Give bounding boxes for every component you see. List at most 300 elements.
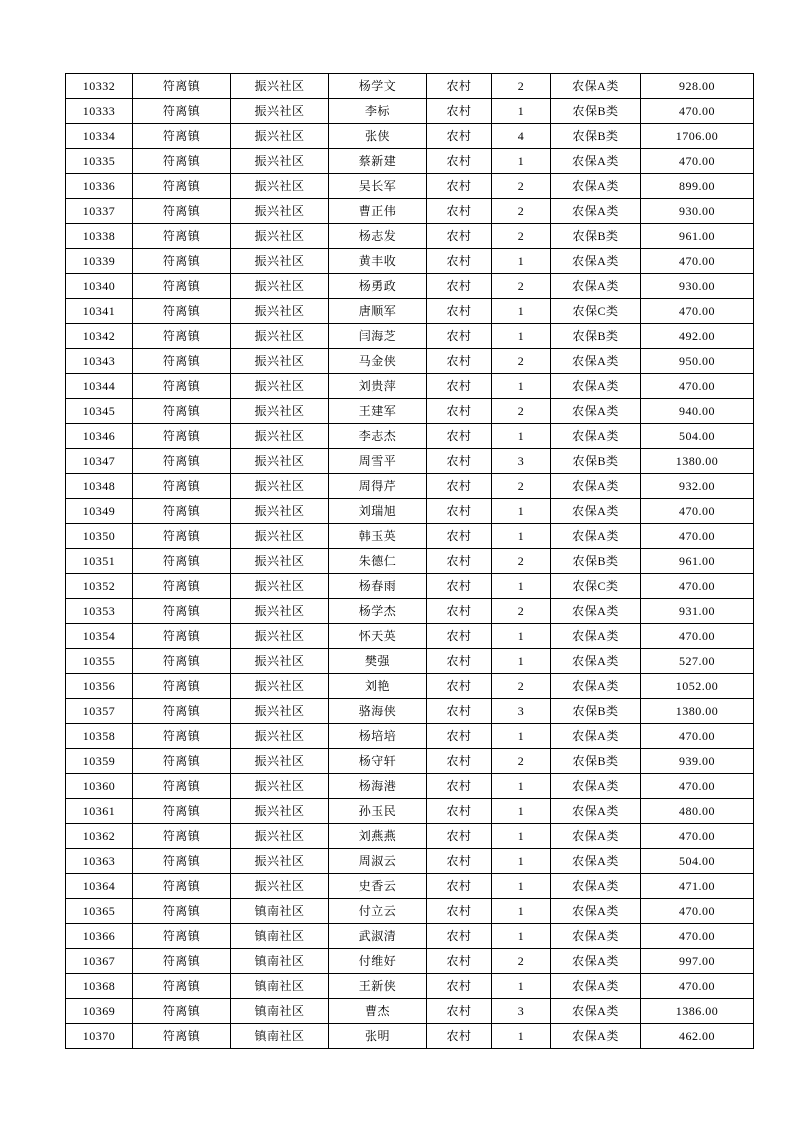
insurance-category-cell: 农保A类 — [551, 274, 641, 299]
person-count-cell: 3 — [492, 699, 551, 724]
amount-cell: 470.00 — [641, 774, 754, 799]
person-count-cell: 1 — [492, 149, 551, 174]
community-name-cell: 振兴社区 — [231, 474, 329, 499]
table-row — [66, 699, 754, 724]
person-name-cell: 付维好 — [329, 949, 427, 974]
insurance-category-cell: 农保A类 — [551, 899, 641, 924]
amount-cell: 997.00 — [641, 949, 754, 974]
insurance-category-cell: 农保A类 — [551, 149, 641, 174]
community-name-cell: 镇南社区 — [231, 949, 329, 974]
town-name-cell: 符离镇 — [133, 274, 231, 299]
community-name-cell: 振兴社区 — [231, 624, 329, 649]
town-name-cell: 符离镇 — [133, 1024, 231, 1049]
insurance-category-cell: 农保A类 — [551, 824, 641, 849]
amount-cell: 1386.00 — [641, 999, 754, 1024]
residence-type-cell: 农村 — [427, 949, 492, 974]
town-name-cell: 符离镇 — [133, 99, 231, 124]
town-name-cell: 符离镇 — [133, 449, 231, 474]
person-name-cell: 杨培培 — [329, 724, 427, 749]
community-name-cell: 振兴社区 — [231, 199, 329, 224]
residence-type-cell: 农村 — [427, 299, 492, 324]
community-name-cell: 镇南社区 — [231, 1024, 329, 1049]
record-id-cell: 10365 — [66, 899, 133, 924]
residence-type-cell: 农村 — [427, 174, 492, 199]
amount-cell: 470.00 — [641, 924, 754, 949]
record-id-cell: 10332 — [66, 74, 133, 99]
person-name-cell: 李志杰 — [329, 424, 427, 449]
community-name-cell: 振兴社区 — [231, 674, 329, 699]
residence-type-cell: 农村 — [427, 199, 492, 224]
community-name-cell: 振兴社区 — [231, 599, 329, 624]
residence-type-cell: 农村 — [427, 149, 492, 174]
person-name-cell: 杨春雨 — [329, 574, 427, 599]
person-count-cell: 2 — [492, 549, 551, 574]
person-count-cell: 1 — [492, 624, 551, 649]
table-row — [66, 949, 754, 974]
insurance-category-cell: 农保A类 — [551, 399, 641, 424]
amount-cell: 931.00 — [641, 599, 754, 624]
person-name-cell: 唐顺军 — [329, 299, 427, 324]
amount-cell: 932.00 — [641, 474, 754, 499]
residence-type-cell: 农村 — [427, 774, 492, 799]
town-name-cell: 符离镇 — [133, 824, 231, 849]
community-name-cell: 振兴社区 — [231, 799, 329, 824]
insurance-category-cell: 农保C类 — [551, 299, 641, 324]
table-row — [66, 349, 754, 374]
insurance-category-cell: 农保A类 — [551, 724, 641, 749]
table-row — [66, 99, 754, 124]
residence-type-cell: 农村 — [427, 424, 492, 449]
community-name-cell: 振兴社区 — [231, 324, 329, 349]
record-id-cell: 10355 — [66, 649, 133, 674]
residence-type-cell: 农村 — [427, 74, 492, 99]
person-count-cell: 1 — [492, 799, 551, 824]
insurance-category-cell: 农保A类 — [551, 599, 641, 624]
insurance-category-cell: 农保B类 — [551, 749, 641, 774]
town-name-cell: 符离镇 — [133, 574, 231, 599]
person-count-cell: 1 — [492, 874, 551, 899]
record-id-cell: 10350 — [66, 524, 133, 549]
person-count-cell: 2 — [492, 74, 551, 99]
table-row — [66, 449, 754, 474]
town-name-cell: 符离镇 — [133, 874, 231, 899]
record-id-cell: 10368 — [66, 974, 133, 999]
town-name-cell: 符离镇 — [133, 199, 231, 224]
person-name-cell: 杨学文 — [329, 74, 427, 99]
table-row — [66, 149, 754, 174]
person-name-cell: 杨学杰 — [329, 599, 427, 624]
person-name-cell: 刘艳 — [329, 674, 427, 699]
town-name-cell: 符离镇 — [133, 949, 231, 974]
town-name-cell: 符离镇 — [133, 649, 231, 674]
insurance-category-cell: 农保A类 — [551, 199, 641, 224]
record-id-cell: 10364 — [66, 874, 133, 899]
residence-type-cell: 农村 — [427, 324, 492, 349]
person-name-cell: 张侠 — [329, 124, 427, 149]
town-name-cell: 符离镇 — [133, 749, 231, 774]
insurance-category-cell: 农保A类 — [551, 424, 641, 449]
amount-cell: 470.00 — [641, 299, 754, 324]
person-name-cell: 杨海港 — [329, 774, 427, 799]
residence-type-cell: 农村 — [427, 674, 492, 699]
amount-cell: 1052.00 — [641, 674, 754, 699]
amount-cell: 470.00 — [641, 524, 754, 549]
community-name-cell: 振兴社区 — [231, 849, 329, 874]
town-name-cell: 符离镇 — [133, 399, 231, 424]
person-count-cell: 2 — [492, 399, 551, 424]
person-name-cell: 张明 — [329, 1024, 427, 1049]
residence-type-cell: 农村 — [427, 874, 492, 899]
person-name-cell: 刘燕燕 — [329, 824, 427, 849]
record-id-cell: 10351 — [66, 549, 133, 574]
record-id-cell: 10336 — [66, 174, 133, 199]
residence-type-cell: 农村 — [427, 99, 492, 124]
town-name-cell: 符离镇 — [133, 524, 231, 549]
record-id-cell: 10345 — [66, 399, 133, 424]
table-row — [66, 374, 754, 399]
record-id-cell: 10367 — [66, 949, 133, 974]
community-name-cell: 振兴社区 — [231, 74, 329, 99]
record-id-cell: 10358 — [66, 724, 133, 749]
table-row — [66, 999, 754, 1024]
record-id-cell: 10344 — [66, 374, 133, 399]
community-name-cell: 振兴社区 — [231, 749, 329, 774]
town-name-cell: 符离镇 — [133, 674, 231, 699]
town-name-cell: 符离镇 — [133, 924, 231, 949]
record-id-cell: 10342 — [66, 324, 133, 349]
insurance-category-cell: 农保A类 — [551, 349, 641, 374]
person-count-cell: 1 — [492, 649, 551, 674]
record-id-cell: 10360 — [66, 774, 133, 799]
amount-cell: 1380.00 — [641, 449, 754, 474]
insurance-category-cell: 农保A类 — [551, 649, 641, 674]
insurance-category-cell: 农保A类 — [551, 499, 641, 524]
table-row — [66, 224, 754, 249]
residence-type-cell: 农村 — [427, 749, 492, 774]
record-id-cell: 10348 — [66, 474, 133, 499]
records-table-body — [66, 74, 754, 1049]
amount-cell: 492.00 — [641, 324, 754, 349]
table-row — [66, 874, 754, 899]
person-count-cell: 1 — [492, 99, 551, 124]
insurance-category-cell: 农保B类 — [551, 324, 641, 349]
amount-cell: 470.00 — [641, 149, 754, 174]
amount-cell: 899.00 — [641, 174, 754, 199]
record-id-cell: 10366 — [66, 924, 133, 949]
person-count-cell: 4 — [492, 124, 551, 149]
town-name-cell: 符离镇 — [133, 499, 231, 524]
person-count-cell: 1 — [492, 499, 551, 524]
town-name-cell: 符离镇 — [133, 224, 231, 249]
town-name-cell: 符离镇 — [133, 699, 231, 724]
person-name-cell: 周雪平 — [329, 449, 427, 474]
amount-cell: 1706.00 — [641, 124, 754, 149]
record-id-cell: 10340 — [66, 274, 133, 299]
table-row — [66, 549, 754, 574]
amount-cell: 470.00 — [641, 374, 754, 399]
community-name-cell: 振兴社区 — [231, 124, 329, 149]
table-row — [66, 324, 754, 349]
person-count-cell: 3 — [492, 999, 551, 1024]
insurance-category-cell: 农保A类 — [551, 474, 641, 499]
community-name-cell: 振兴社区 — [231, 449, 329, 474]
record-id-cell: 10357 — [66, 699, 133, 724]
table-row — [66, 799, 754, 824]
person-count-cell: 1 — [492, 299, 551, 324]
residence-type-cell: 农村 — [427, 649, 492, 674]
person-count-cell: 1 — [492, 924, 551, 949]
insurance-category-cell: 农保A类 — [551, 249, 641, 274]
community-name-cell: 振兴社区 — [231, 724, 329, 749]
town-name-cell: 符离镇 — [133, 899, 231, 924]
residence-type-cell: 农村 — [427, 699, 492, 724]
community-name-cell: 振兴社区 — [231, 249, 329, 274]
residence-type-cell: 农村 — [427, 549, 492, 574]
person-name-cell: 李标 — [329, 99, 427, 124]
table-row — [66, 274, 754, 299]
table-row — [66, 74, 754, 99]
community-name-cell: 振兴社区 — [231, 424, 329, 449]
person-name-cell: 刘瑞旭 — [329, 499, 427, 524]
town-name-cell: 符离镇 — [133, 724, 231, 749]
table-row — [66, 724, 754, 749]
town-name-cell: 符离镇 — [133, 424, 231, 449]
town-name-cell: 符离镇 — [133, 374, 231, 399]
table-row — [66, 674, 754, 699]
person-count-cell: 1 — [492, 424, 551, 449]
person-count-cell: 1 — [492, 724, 551, 749]
person-name-cell: 孙玉民 — [329, 799, 427, 824]
person-name-cell: 怀天英 — [329, 624, 427, 649]
person-name-cell: 吴长军 — [329, 174, 427, 199]
residence-type-cell: 农村 — [427, 524, 492, 549]
community-name-cell: 振兴社区 — [231, 524, 329, 549]
record-id-cell: 10335 — [66, 149, 133, 174]
person-name-cell: 史香云 — [329, 874, 427, 899]
person-count-cell: 1 — [492, 574, 551, 599]
residence-type-cell: 农村 — [427, 474, 492, 499]
town-name-cell: 符离镇 — [133, 774, 231, 799]
community-name-cell: 振兴社区 — [231, 874, 329, 899]
person-count-cell: 2 — [492, 199, 551, 224]
residence-type-cell: 农村 — [427, 849, 492, 874]
person-name-cell: 杨志发 — [329, 224, 427, 249]
community-name-cell: 镇南社区 — [231, 899, 329, 924]
person-name-cell: 王建军 — [329, 399, 427, 424]
community-name-cell: 振兴社区 — [231, 349, 329, 374]
insurance-category-cell: 农保A类 — [551, 524, 641, 549]
record-id-cell: 10334 — [66, 124, 133, 149]
person-count-cell: 1 — [492, 249, 551, 274]
record-id-cell: 10354 — [66, 624, 133, 649]
table-row — [66, 249, 754, 274]
record-id-cell: 10337 — [66, 199, 133, 224]
community-name-cell: 振兴社区 — [231, 149, 329, 174]
residence-type-cell: 农村 — [427, 999, 492, 1024]
residence-type-cell: 农村 — [427, 974, 492, 999]
residence-type-cell: 农村 — [427, 724, 492, 749]
amount-cell: 470.00 — [641, 249, 754, 274]
community-name-cell: 振兴社区 — [231, 224, 329, 249]
table-row — [66, 924, 754, 949]
person-count-cell: 2 — [492, 674, 551, 699]
table-row — [66, 199, 754, 224]
community-name-cell: 振兴社区 — [231, 499, 329, 524]
table-row — [66, 124, 754, 149]
insurance-category-cell: 农保C类 — [551, 574, 641, 599]
residence-type-cell: 农村 — [427, 374, 492, 399]
person-name-cell: 樊强 — [329, 649, 427, 674]
amount-cell: 961.00 — [641, 549, 754, 574]
person-name-cell: 周得芹 — [329, 474, 427, 499]
insurance-category-cell: 农保A类 — [551, 949, 641, 974]
person-name-cell: 曹正伟 — [329, 199, 427, 224]
table-row — [66, 599, 754, 624]
community-name-cell: 振兴社区 — [231, 174, 329, 199]
record-id-cell: 10363 — [66, 849, 133, 874]
insurance-category-cell: 农保B类 — [551, 124, 641, 149]
person-name-cell: 王新侠 — [329, 974, 427, 999]
table-row — [66, 1024, 754, 1049]
amount-cell: 939.00 — [641, 749, 754, 774]
person-count-cell: 1 — [492, 824, 551, 849]
table-row — [66, 174, 754, 199]
table-row — [66, 524, 754, 549]
residence-type-cell: 农村 — [427, 1024, 492, 1049]
insurance-category-cell: 农保A类 — [551, 774, 641, 799]
record-id-cell: 10349 — [66, 499, 133, 524]
person-name-cell: 韩玉英 — [329, 524, 427, 549]
town-name-cell: 符离镇 — [133, 324, 231, 349]
insurance-category-cell: 农保A类 — [551, 1024, 641, 1049]
amount-cell: 470.00 — [641, 574, 754, 599]
table-row — [66, 824, 754, 849]
residence-type-cell: 农村 — [427, 799, 492, 824]
table-row — [66, 974, 754, 999]
town-name-cell: 符离镇 — [133, 974, 231, 999]
residence-type-cell: 农村 — [427, 124, 492, 149]
person-count-cell: 1 — [492, 524, 551, 549]
residence-type-cell: 农村 — [427, 574, 492, 599]
residence-type-cell: 农村 — [427, 224, 492, 249]
person-name-cell: 曹杰 — [329, 999, 427, 1024]
town-name-cell: 符离镇 — [133, 599, 231, 624]
amount-cell: 961.00 — [641, 224, 754, 249]
amount-cell: 470.00 — [641, 499, 754, 524]
insurance-category-cell: 农保B类 — [551, 99, 641, 124]
table-row — [66, 299, 754, 324]
community-name-cell: 振兴社区 — [231, 824, 329, 849]
amount-cell: 504.00 — [641, 849, 754, 874]
person-count-cell: 2 — [492, 474, 551, 499]
table-row — [66, 624, 754, 649]
town-name-cell: 符离镇 — [133, 299, 231, 324]
person-count-cell: 1 — [492, 1024, 551, 1049]
person-count-cell: 1 — [492, 324, 551, 349]
person-count-cell: 1 — [492, 899, 551, 924]
person-name-cell: 付立云 — [329, 899, 427, 924]
community-name-cell: 振兴社区 — [231, 774, 329, 799]
residence-type-cell: 农村 — [427, 274, 492, 299]
insurance-category-cell: 农保A类 — [551, 74, 641, 99]
town-name-cell: 符离镇 — [133, 174, 231, 199]
person-name-cell: 周淑云 — [329, 849, 427, 874]
person-name-cell: 骆海侠 — [329, 699, 427, 724]
person-count-cell: 1 — [492, 974, 551, 999]
community-name-cell: 振兴社区 — [231, 649, 329, 674]
record-id-cell: 10346 — [66, 424, 133, 449]
records-table — [65, 73, 754, 1049]
person-count-cell: 2 — [492, 949, 551, 974]
record-id-cell: 10370 — [66, 1024, 133, 1049]
community-name-cell: 振兴社区 — [231, 574, 329, 599]
person-name-cell: 朱德仁 — [329, 549, 427, 574]
residence-type-cell: 农村 — [427, 249, 492, 274]
insurance-category-cell: 农保A类 — [551, 624, 641, 649]
amount-cell: 470.00 — [641, 624, 754, 649]
amount-cell: 462.00 — [641, 1024, 754, 1049]
insurance-category-cell: 农保A类 — [551, 974, 641, 999]
record-id-cell: 10356 — [66, 674, 133, 699]
person-count-cell: 1 — [492, 774, 551, 799]
amount-cell: 480.00 — [641, 799, 754, 824]
insurance-category-cell: 农保B类 — [551, 449, 641, 474]
community-name-cell: 振兴社区 — [231, 699, 329, 724]
record-id-cell: 10343 — [66, 349, 133, 374]
community-name-cell: 振兴社区 — [231, 299, 329, 324]
town-name-cell: 符离镇 — [133, 124, 231, 149]
residence-type-cell: 农村 — [427, 399, 492, 424]
amount-cell: 470.00 — [641, 974, 754, 999]
insurance-category-cell: 农保A类 — [551, 924, 641, 949]
record-id-cell: 10369 — [66, 999, 133, 1024]
table-row — [66, 849, 754, 874]
person-name-cell: 闫海芝 — [329, 324, 427, 349]
insurance-category-cell: 农保A类 — [551, 999, 641, 1024]
town-name-cell: 符离镇 — [133, 474, 231, 499]
record-id-cell: 10359 — [66, 749, 133, 774]
person-name-cell: 武淑清 — [329, 924, 427, 949]
table-row — [66, 574, 754, 599]
community-name-cell: 振兴社区 — [231, 549, 329, 574]
amount-cell: 470.00 — [641, 824, 754, 849]
residence-type-cell: 农村 — [427, 824, 492, 849]
record-id-cell: 10362 — [66, 824, 133, 849]
table-row — [66, 424, 754, 449]
amount-cell: 470.00 — [641, 724, 754, 749]
record-id-cell: 10353 — [66, 599, 133, 624]
record-id-cell: 10352 — [66, 574, 133, 599]
insurance-category-cell: 农保B类 — [551, 699, 641, 724]
town-name-cell: 符离镇 — [133, 74, 231, 99]
insurance-category-cell: 农保B类 — [551, 549, 641, 574]
insurance-category-cell: 农保A类 — [551, 174, 641, 199]
town-name-cell: 符离镇 — [133, 624, 231, 649]
person-count-cell: 2 — [492, 174, 551, 199]
table-row — [66, 774, 754, 799]
town-name-cell: 符离镇 — [133, 349, 231, 374]
record-id-cell: 10347 — [66, 449, 133, 474]
amount-cell: 930.00 — [641, 199, 754, 224]
person-count-cell: 2 — [492, 224, 551, 249]
town-name-cell: 符离镇 — [133, 999, 231, 1024]
table-row — [66, 399, 754, 424]
person-count-cell: 2 — [492, 599, 551, 624]
table-row — [66, 899, 754, 924]
amount-cell: 470.00 — [641, 99, 754, 124]
amount-cell: 504.00 — [641, 424, 754, 449]
insurance-category-cell: 农保A类 — [551, 874, 641, 899]
